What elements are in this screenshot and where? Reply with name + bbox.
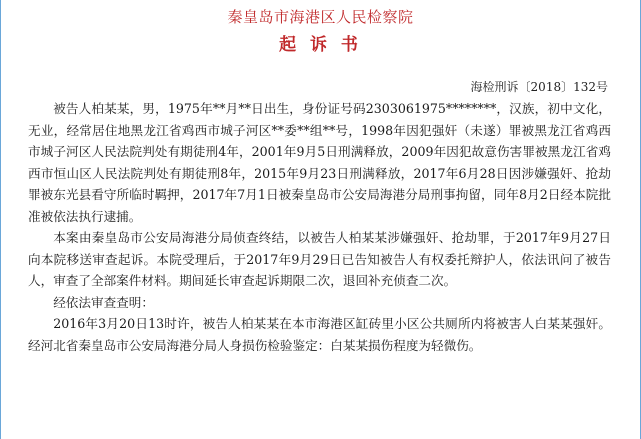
page-border-left: [0, 0, 1, 439]
procuratorate-name: 秦皇岛市海港区人民检察院: [227, 8, 414, 26]
defendant-info-paragraph: 被告人柏某某，男，1975年**月**日出生，身份证号码2303061975********，汉族，初中文化，无业，经常居住地黑龙江省鸡西市城子河区**委**组**号，1998年因犯强奸（未遂）罪被黑龙江省鸡西市城子河区人民法院判处有期徒刑4年，2001年9月5日刑满释放，2009年因犯故意伤害罪被黑龙江省鸡西市恒山区人民法院判处有期徒刑8年，2015年9月23日刑满释放，2017年6月28日因涉嫌强奸、抢劫罪被东光县看守所临时羁押，2017年7月1日被秦皇岛市公安局海港分局刑事拘留，同年8月2日经本院批准被依法执行逮捕。: [28, 101, 611, 224]
facts-paragraph: 2016年3月20日13时许，被告人柏某某在本市海港区缸砖里小区公共厕所内将被害人白某某强奸。经河北省秦皇岛市公安局海港分局人身损伤检验鉴定：白某某损伤程度为轻微伤。: [28, 316, 611, 353]
document-title: 起 诉 书: [279, 35, 362, 55]
document-number: 海检刑诉〔2018〕132号: [470, 80, 608, 94]
case-procedure-paragraph: 本案由秦皇岛市公安局海港分局侦查终结，以被告人柏某某涉嫌强奸、抢劫罪，于2017年9月27日向本院移送审查起诉。本院受理后，于2017年9月29日已告知被告人有权委托辩护人，依法讯问了被告人，审查了全部案件材料。期间延长审查起诉期限二次，退回补充侦查二次。: [28, 230, 611, 288]
findings-heading: 经依法审查查明：: [53, 294, 154, 310]
document-body: [28, 98, 611, 356]
